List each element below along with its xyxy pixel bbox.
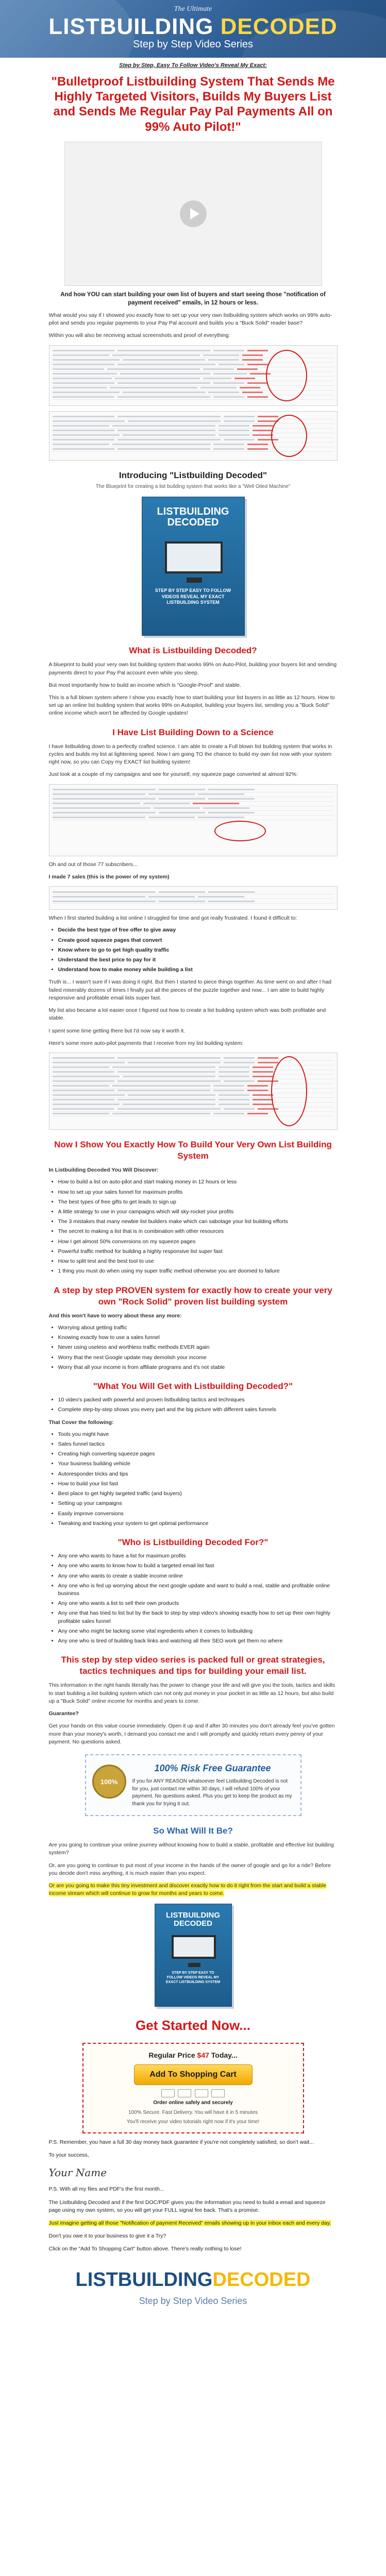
list-item: • Any one who might be lacking some vital ingredients when it comes to listbuilding <box>58 1628 338 1635</box>
list-item: • Tweaking and tracking your system to get optimal performance <box>58 1520 338 1528</box>
show-title: Now I Show You Exactly How To Build Your Very Own List Building System <box>54 1139 332 1161</box>
list-item: • Any one who wants to know how to build a targeted email list fast <box>58 1562 338 1570</box>
list-item: • How I get almost 50% conversions on my squeeze pages <box>58 1238 338 1246</box>
list-item: • Best place to get highly targeted traffic (and buyers) <box>58 1490 338 1498</box>
so-what-p3: Or are you going to make this tiny investment and discover exactly how to do it right from the start and build a stable income stream which will continue to grow for months and years to come. <box>48 1882 327 1897</box>
list-item: • Any one who wants to create a stable income online <box>58 1572 338 1580</box>
ps-3: The Listbuilding Decoded and if the first DOC/PDF gives you the information you need to build a email and squeeze page using my own system, so you will get your FULL signal fee back. That's a promise. <box>48 2199 326 2213</box>
stats-screenshot <box>49 784 338 856</box>
list-item: • Understand how to make money while building a list <box>58 966 338 974</box>
monitor-icon <box>172 1935 216 1959</box>
main-headline: "Bulletproof Listbuilding System That Sends Me Highly Targeted Visitors, Builds My Buyers List and Sends Me Regular Pay Pal Payments All on 99% Auto Pilot!" <box>51 74 335 134</box>
sales-made: I made 7 sales (this is the power of my system) <box>48 873 170 880</box>
guarantee-paragraph: Get your hands on this value course immediately. Open it up and if after 30 minutes you don't already feel you've gotten more than your money's worth, I demand you contact me and I will promptly and quickly return every penny of your payment. No questions asked. <box>48 1723 335 1745</box>
list-item: • Sales funnel tactics <box>58 1440 338 1448</box>
list-item: • Powerful traffic method for building a highly responsive list super fast <box>58 1248 338 1256</box>
list-item: • How to build your list fast <box>58 1480 338 1488</box>
header-banner <box>0 0 386 58</box>
get-title: "What You Will Get with Listbuilding Decoded?" <box>93 1381 293 1392</box>
so-what-title: So What Will It Be? <box>153 1825 233 1836</box>
guarantee-lead: Guarantee? <box>48 1710 79 1717</box>
list-item: • Create good squeeze pages that convert <box>58 937 338 944</box>
what-is-p1: A blueprint to build your very own list building system that works 99% on Auto-Pilot, building your buyers list and sending payments direct to your Pay Pal account even while you sleep. <box>48 662 337 676</box>
list-item: • Any one who wants a list to sell their own products <box>58 1600 338 1607</box>
list-item: • Autoresponder tricks and tips <box>58 1470 338 1478</box>
book-subtitle: STEP BY STEP EASY TO FOLLOW VIDEOS REVEAL MY EXACT LISTBUILDING SYSTEM <box>155 588 231 605</box>
payments-screenshot-1 <box>49 345 338 406</box>
guarantee-seal-icon <box>92 1765 126 1799</box>
truth-paragraph: Truth is... I wasn't sure if I was doing it right. But then I started to piece things together. As time went on and after I had failed miserably dozens of times I finally put all the pieces of the puzzle together and now... I am able to build highly responsive and profitable email lists super fast. <box>48 979 331 1001</box>
science-title: I Have List Building Down to a Science <box>112 727 274 737</box>
list-item: • Worry that the next Google update may demolish your income <box>58 1354 338 1362</box>
intro-paragraph-2: Within you will also be receiving actual screenshots and proof of everything: <box>48 332 230 339</box>
order-note-1: Order online safely and securely <box>153 2100 233 2106</box>
brand-listbuilding: LISTBUILDING <box>48 14 214 39</box>
science-p2: Just look at a couple of my campaigns and see for yourself, my squeeze page converted at almost 92%: <box>48 771 298 778</box>
list-item: • The 3 mistakes that many newbie list builders make which can sabotage your list building efforts <box>58 1218 338 1226</box>
ps-4: Just imagine getting all those "Notification of payment Received" emails showing up in your inbox each and every day. <box>48 2219 331 2226</box>
list-item: • The secret to making a list that is in combination with other resources <box>58 1228 338 1235</box>
list-item: • Tools you might have <box>58 1431 338 1438</box>
struggle-intro: When I first started building a list online I struggled for time and got really frustrated. I found it difficult to: <box>48 915 297 922</box>
list-item: • Creating high converting squeeze pages <box>58 1450 338 1458</box>
product-box-image <box>142 497 245 636</box>
signature: Your Name <box>48 2166 107 2179</box>
who-title: "Who is Listbuilding Decoded For?" <box>118 1537 268 1547</box>
list-item: • Any one who wants to have a list for maximum profits <box>58 1552 338 1560</box>
list-item: • A little strategy to use in your campaigns which will sky-rocket your profits <box>58 1208 338 1216</box>
content <box>49 62 338 2308</box>
list-item: • Never using useless and worthless traffic methods EVER again <box>58 1344 338 1351</box>
payments-screenshot-3 <box>49 1053 338 1130</box>
book-title: LISTBUILDING DECODED <box>166 1911 220 1928</box>
discover-intro: In Listbuilding Decoded You Will Discover: <box>48 1167 159 1174</box>
topics-intro: That Cover the following: <box>48 1419 114 1426</box>
monitor-icon <box>165 541 223 573</box>
ps-sign: To your success, <box>48 2152 89 2159</box>
card-icon <box>161 2089 175 2097</box>
worries-list <box>49 1324 338 1371</box>
list-item: • Your business building vehicle <box>58 1460 338 1468</box>
get-started-title: Get Started Now... <box>136 2018 250 2033</box>
what-is-p3: This is a full blown system where I show you exactly how to start building your list buyers in as little as 12 hours. How to set up an online list building system that works 99% on Autopilot, building your buyers list, sending you a "Buck Solid" online income which won't be affected by Google updates! <box>48 694 335 717</box>
pre-headline: Step by Step, Easy To Follow Video's Reveal My Exact: <box>119 62 267 69</box>
strategies-paragraph: This information in the right hands literally has the power to change your life and will give you the tools, tactics and skills to start building a list building system which can not only put money in your pocket in as little as 12 hours, but also build up a "Buck Solid" online income for months and years to come. <box>48 1682 335 1704</box>
card-icon <box>178 2089 191 2097</box>
list-item: • Any one that has tried to list but by the back to step by step video's showing exactly how to set up their own highly profitable sales funnel <box>58 1609 338 1625</box>
guarantee-box <box>85 1754 301 1816</box>
order-note-3: You'll receive your video tutorials right now if it's your time! <box>126 2119 260 2125</box>
guarantee-text: If you for ANY REASON whatsoever feel Listbuilding Decoded is not for you, just contact me within 30 days, I will refund 100% of your payment. No questions asked. Plus you get to keep the product as my thank you for trying it out. <box>132 1778 292 1807</box>
list-item: • Complete step-by-step shows you every part and the big picture with different sales funnels <box>58 1406 338 1414</box>
list-item: • Understand the best price to pay for it <box>58 956 338 964</box>
science-p1: I have listbuilding down to a perfectly crafted science. I am able to create a Full blown list building system that works in cycles and builds my list at lightening speed. Now I am going TO the chance to build my own list now with your system right now, so you can Copy my EXACT list building system! <box>48 743 332 766</box>
list-item: • 1 thing you must do when using my super traffic method otherwise you are doomed to failure <box>58 1267 338 1275</box>
so-what-p2: Or, are you going to continue to put most of your income in the hands of the owner of google and go for a ride? Before you decide don't miss anything, it is much easier than you expect. <box>48 1862 331 1876</box>
list-item: • How to set up your sales funnel for maximum profits <box>58 1189 338 1196</box>
list-item: • Any one who is fed up worrying about the next google update and want to build a real, stable and profitable online business <box>58 1582 338 1598</box>
book-title: LISTBUILDING DECODED <box>157 506 229 529</box>
highlight-circle <box>271 415 307 457</box>
sales-screenshot <box>49 886 338 910</box>
secret-paragraph: My list also became a lot easier once I figured out how to create a list building system which was both profitable and stable. <box>48 1007 326 1022</box>
price-line: Regular Price $47 Today... <box>148 2051 238 2060</box>
product-box-image <box>155 1904 232 2007</box>
brand-decoded: DECODED <box>220 14 338 39</box>
get-list <box>49 1396 338 1414</box>
so-what-p1: Are you going to continue your online journey without knowing how to build a stable, profitable and effective list building system? <box>48 1842 334 1856</box>
discover-list <box>49 1178 338 1275</box>
header-pre: The Ultimate <box>174 5 212 13</box>
strategies-title: This step by step video series is packed full or great strategies, tactics techniques and tips for building your email list. <box>61 1655 325 1676</box>
intro-title: Introducing "Listbuilding Decoded" <box>119 470 267 480</box>
stats-caption: Oh and out of those 77 subscribers... <box>48 861 138 868</box>
footer-sub: Step by Step Video Series <box>139 2295 247 2306</box>
header-sub: Step by Step Video Series <box>132 39 254 50</box>
list-item: • The best types of free gifts to get leads to sign up <box>58 1198 338 1206</box>
video-player[interactable] <box>64 142 322 286</box>
list-item: • How to split test and the best tool to use <box>58 1258 338 1265</box>
list-item: • Setting up your campaigns <box>58 1500 338 1507</box>
heres-paragraph: Here's some more auto-pilot payments that I receive from my list building system: <box>48 1040 244 1046</box>
order-box <box>82 2043 304 2133</box>
step-intro: And this won't have to worry about these any more: <box>48 1312 182 1319</box>
ps-6: Click on the "Add To Shopping Cart" button above. There's really nothing to lose! <box>48 2246 242 2252</box>
footer-logo: LISTBUILDINGDECODED <box>75 2268 311 2291</box>
spent-paragraph: I spent some time getting there but I'd now say it worth it. <box>48 1027 186 1034</box>
who-list <box>49 1552 338 1645</box>
highlight-circle <box>214 821 266 841</box>
list-item: • Easily improve conversions <box>58 1510 338 1518</box>
ps-1: P.S. Remember, you have a full 30 day money back guarantee if you're not completely satisfied, so don't wait... <box>48 2139 314 2145</box>
payments-screenshot-2 <box>49 411 338 461</box>
list-item: • Know where to go to get high quality traffic <box>58 946 338 954</box>
what-is-title: What is Listbuilding Decoded? <box>129 646 257 656</box>
intro-subtitle: The Blueprint for creating a list building system that works like a "Well Oiled Machine" <box>95 483 291 489</box>
add-to-cart-button[interactable]: Add To Shopping Cart <box>134 2064 253 2085</box>
list-item: • Decide the best type of free offer to give away <box>58 926 338 934</box>
book-subtitle: STEP BY STEP EASY TO FOLLOW VIDEOS REVEAL MY EXACT LISTBUILDING SYSTEM <box>165 1971 221 1984</box>
payment-cards <box>90 2089 297 2097</box>
guarantee-title: 100% Risk Free Guarantee <box>154 1762 271 1773</box>
list-item: • Worrying about getting traffic <box>58 1324 338 1332</box>
highlight-circle <box>266 350 307 401</box>
list-item: • Knowing exactly how to use a sales funnel <box>58 1334 338 1342</box>
intro-paragraph-1: What would you say if I showed you exactly how to set up your very own listbuilding system which works on 99% auto-pilot and sends you regular payments to your Pay Pal account and builds you a "Buck Solid" reader base? <box>48 312 332 327</box>
order-note-2: 100% Secure. Fast Delivery. You will have it in 5 minutes <box>128 2109 258 2115</box>
play-icon[interactable] <box>180 200 207 227</box>
list-item: • How to build a list on auto-pilot and start making money in 12 hours or less <box>58 1178 338 1186</box>
topics-list <box>49 1431 338 1528</box>
struggle-list <box>49 926 338 974</box>
ps-5: Don't you owe it to your business to give it a Try? <box>48 2233 166 2240</box>
what-is-p2: But most importantly how to build an income which is "Google-Proof" and stable. <box>48 682 241 688</box>
list-item: • 10 video's packed with powerful and proven listbuilding tactics and techniques <box>58 1396 338 1404</box>
step-title: A step by step PROVEN system for exactly how to create your very own "Rock Solid" proven list building system <box>54 1285 332 1307</box>
card-icon <box>211 2089 225 2097</box>
video-caption: And how YOU can start building your own list of buyers and start seeing those "notification of payment received" emails, in 12 hours or less. <box>60 292 326 306</box>
card-icon <box>195 2089 208 2097</box>
ps-2: P.S. With all my files and PDF's the first month... <box>48 2186 164 2193</box>
list-item: • Worry that all your income is from affiliate programs and it's not stable <box>58 1364 338 1371</box>
highlight-circle <box>271 1056 307 1126</box>
list-item: • Any one who is tired of building back links and watching all their SEO work get them no where <box>58 1637 338 1645</box>
